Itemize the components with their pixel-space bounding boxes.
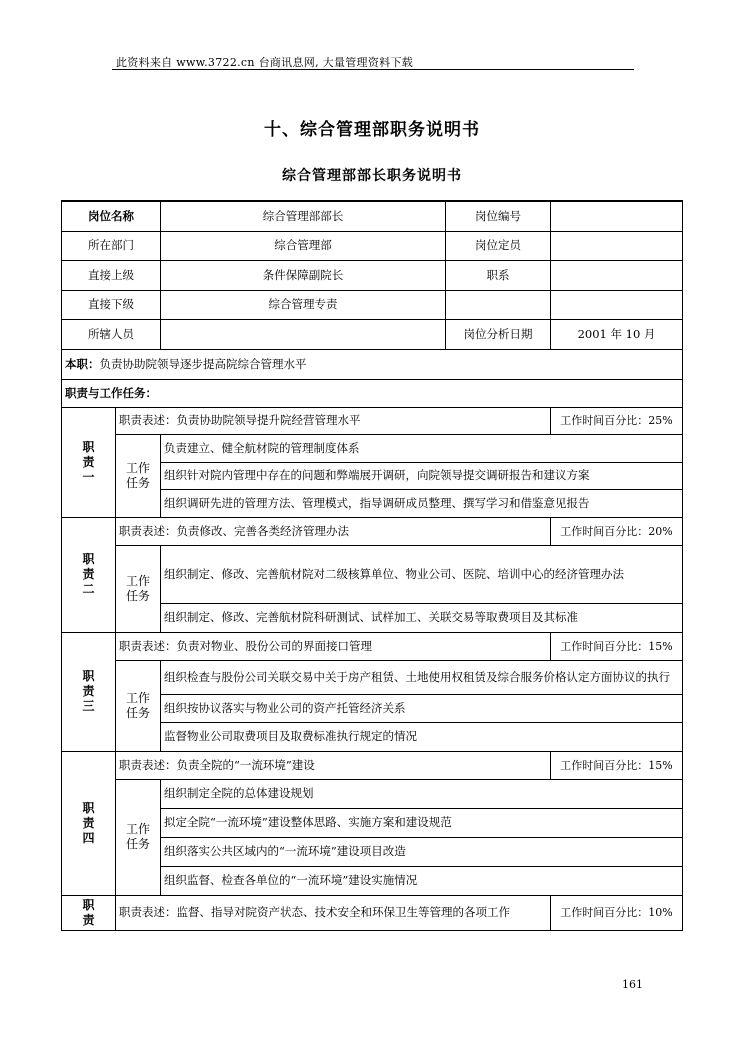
task-item: 组织制定全院的总体建设规划 [161, 779, 683, 808]
info-value [551, 290, 683, 319]
duty-label: 职 责 二 [62, 517, 116, 632]
header-divider [112, 69, 634, 70]
info-row [62, 260, 683, 290]
duty-statement: 职责表述：负责全院的“一流环境”建设 [116, 751, 551, 779]
info-key: 直接上级 [62, 260, 161, 290]
duty-time-percentage: 工作时间百分比：15% [551, 751, 683, 779]
task-row [62, 545, 683, 603]
info-value [161, 319, 446, 349]
task-item: 组织制定、修改、完善航材院对二级核算单位、物业公司、医院、培训中心的经济管理办法 [161, 545, 683, 603]
info-row [62, 290, 683, 319]
duty-statement: 职责表述：负责协助院领导提升院经营管理水平 [116, 407, 551, 434]
info-value: 2001 年 10 月 [551, 319, 683, 349]
task-item: 组织检查与股份公司关联交易中关于房产租赁、土地使用权租赁及综合服务价格认定方面协议的执行 [161, 660, 683, 694]
task-item: 组织落实公共区域内的“一流环境”建设项目改造 [161, 837, 683, 866]
duty-statement-row [62, 517, 683, 545]
duty-statement: 职责表述：负责对物业、股份公司的界面接口管理 [116, 632, 551, 660]
info-key [446, 290, 551, 319]
duties-header-row [62, 379, 683, 407]
duty-statement-row [62, 632, 683, 660]
document-title: 十、综合管理部职务说明书 [264, 120, 480, 140]
task-item: 组织调研先进的管理方法、管理模式，指导调研成员整理、撰写学习和借鉴意见报告 [161, 489, 683, 517]
info-value [551, 260, 683, 290]
info-value: 综合管理专责 [161, 290, 446, 319]
duty-statement-row [62, 751, 683, 779]
duty-label: 职 责 [62, 895, 116, 930]
core-duty-row [62, 349, 683, 379]
header-source-note: 此资料来自 www.3722.cn 台商讯息网, 大量管理资料下载 [116, 56, 414, 69]
task-label: 工作 任务 [116, 545, 161, 632]
info-key: 岗位名称 [62, 201, 161, 231]
duties-header: 职责与工作任务： [62, 379, 683, 407]
core-duty-text: 负责协助院领导逐步提高院综合管理水平 [99, 356, 307, 371]
info-row [62, 319, 683, 349]
task-row [62, 779, 683, 808]
info-value [551, 231, 683, 260]
info-key: 直接下级 [62, 290, 161, 319]
document-subtitle: 综合管理部部长职务说明书 [282, 168, 462, 184]
task-item: 组织监督、检查各单位的“一流环境”建设实施情况 [161, 866, 683, 895]
info-key: 岗位定员 [446, 231, 551, 260]
task-label: 工作 任务 [116, 660, 161, 751]
duty-statement-row [62, 407, 683, 434]
duty-time-percentage: 工作时间百分比：25% [551, 407, 683, 434]
task-item: 组织按协议落实与物业公司的资产托管经济关系 [161, 694, 683, 722]
task-label: 工作 任务 [116, 434, 161, 517]
duty-label: 职 责 一 [62, 407, 116, 517]
info-key: 职系 [446, 260, 551, 290]
duty-statement: 职责表述：负责修改、完善各类经济管理办法 [116, 517, 551, 545]
info-value: 综合管理部部长 [161, 201, 446, 231]
duty-time-percentage: 工作时间百分比：15% [551, 632, 683, 660]
task-item: 负责建立、健全航材院的管理制度体系 [161, 434, 683, 462]
duty-statement-row [62, 895, 683, 930]
task-item: 组织针对院内管理中存在的问题和弊端展开调研，向院领导提交调研报告和建议方案 [161, 462, 683, 489]
core-duty-label: 本职： [65, 356, 100, 371]
page-number: 161 [622, 978, 643, 991]
duty-time-percentage: 工作时间百分比：10% [551, 895, 683, 930]
duty-time-percentage: 工作时间百分比：20% [551, 517, 683, 545]
info-key: 岗位分析日期 [446, 319, 551, 349]
duty-statement: 职责表述：监督、指导对院资产状态、技术安全和环保卫生等管理的各项工作 [116, 895, 551, 930]
info-value: 条件保障副院长 [161, 260, 446, 290]
core-duty-cell [62, 349, 683, 379]
duty-label: 职 责 三 [62, 632, 116, 751]
info-key: 所在部门 [62, 231, 161, 260]
task-item: 拟定全院“一流环境”建设整体思路、实施方案和建设规范 [161, 808, 683, 837]
duty-label: 职 责 四 [62, 751, 116, 895]
info-row [62, 231, 683, 260]
task-item: 监督物业公司取费项目及取费标准执行规定的情况 [161, 722, 683, 751]
task-item: 组织制定、修改、完善航材院科研测试、试样加工、关联交易等取费项目及其标准 [161, 603, 683, 632]
job-description-table [61, 200, 683, 931]
info-value: 综合管理部 [161, 231, 446, 260]
task-row [62, 434, 683, 462]
task-row [62, 660, 683, 694]
info-key: 所辖人员 [62, 319, 161, 349]
task-label: 工作 任务 [116, 779, 161, 895]
info-value [551, 201, 683, 231]
info-row [62, 201, 683, 231]
info-key: 岗位编号 [446, 201, 551, 231]
